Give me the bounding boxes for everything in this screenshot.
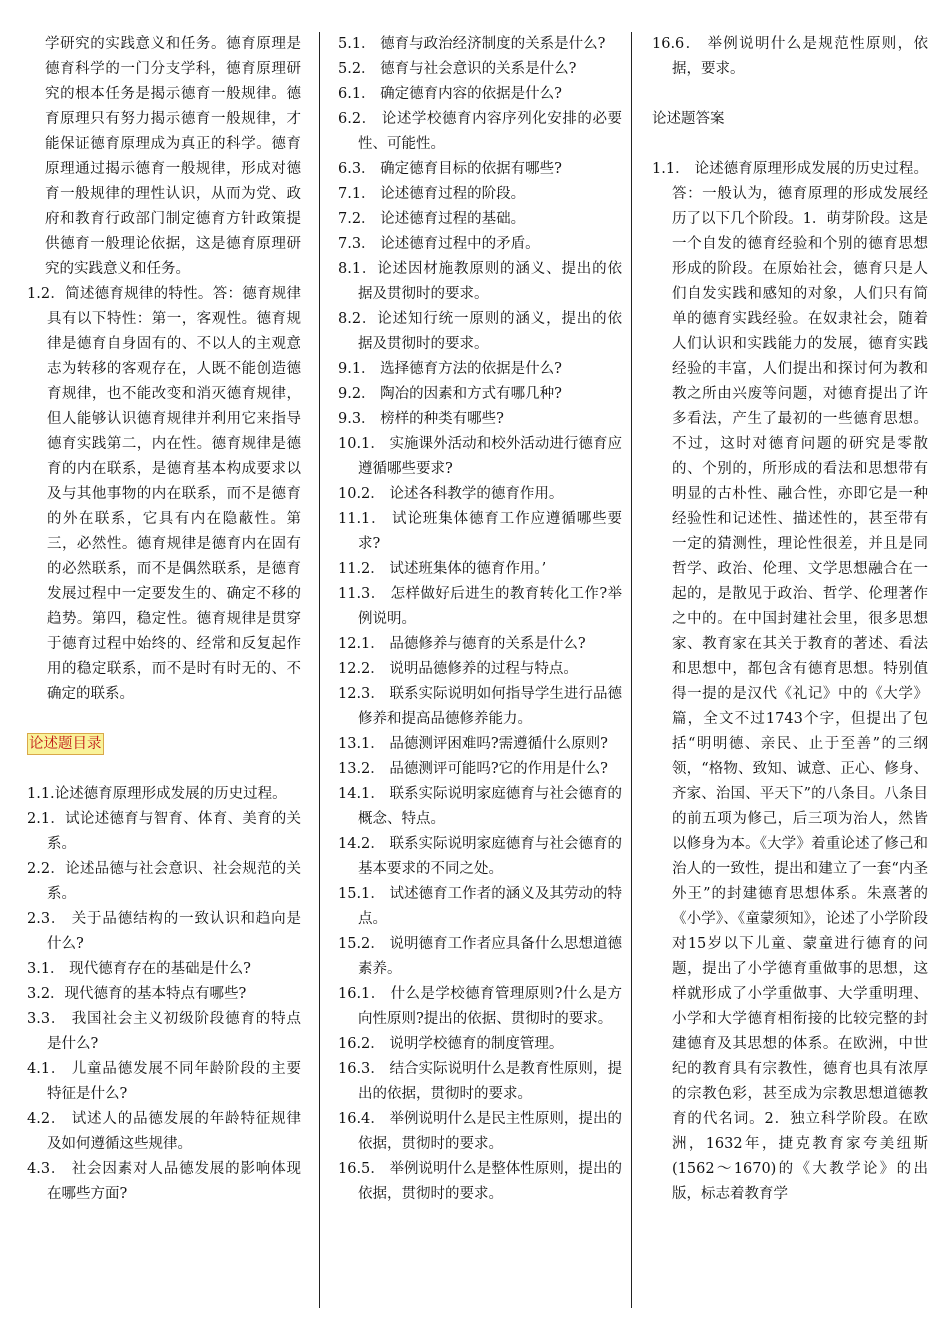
toc-item: 4.2． 试述人的品德发展的年龄特征规律及如何遵循这些规律。 [27, 1111, 301, 1152]
toc-item: 16.2． 说明学校德育的制度管理。 [338, 1036, 564, 1052]
toc-item: 1.1.论述德育原理形成发展的历史过程。 [27, 786, 287, 802]
toc-item: 2.1．试论述德育与智育、体育、美育的关系。 [27, 811, 301, 852]
column-divider-right [631, 32, 632, 1308]
column-left [27, 32, 301, 1207]
toc-item: 12.3． 联系实际说明如何指导学生进行品德修养和提高品德修养能力。 [338, 686, 622, 727]
toc-item: 9.3． 榜样的种类有哪些? [338, 411, 504, 427]
toc-item: 2.3． 关于品德结构的一致认识和趋向是什么? [27, 911, 301, 952]
toc-item: 15.2． 说明德育工作者应具备什么思想道德素养。 [338, 936, 622, 977]
column-middle [338, 32, 622, 1207]
toc-item: 12.2． 说明品德修养的过程与特点。 [338, 661, 578, 677]
toc-item: 2.2．论述品德与社会意识、社会规范的关系。 [27, 861, 301, 902]
column-right [652, 32, 928, 1207]
toc-title-highlight: 论述题目录 [27, 733, 104, 755]
toc-item: 11.2． 试述班集体的德育作用。’ [338, 561, 547, 577]
toc-item: 6.2． 论述学校德育内容序列化安排的必要性、可能性。 [338, 111, 622, 152]
toc-item: 16.6． 举例说明什么是规范性原则，依据，要求。 [652, 36, 928, 77]
toc-item: 5.2． 德育与社会意识的关系是什么? [338, 61, 577, 77]
toc-item: 11.1． 试论班集体德育工作应遵循哪些要求? [338, 511, 622, 552]
intro-paragraph: 学研究的实践意义和任务。德育原理是德育科学的一门分支学科，德育原理研究的根本任务是揭示德育一般规律。德育原理只有努力揭示德育一般规律，才能保证德育原理成为真正的科学。德育原理通过揭示德育一般规律，形成对德育一般规律的理性认识，从而为党、政府和教育行政部门制定德育方针政策提供德育一般理论依据，这是德育原理研究的实践意义和任务。 [45, 36, 301, 277]
column-divider-left [319, 32, 320, 1308]
toc-item: 13.1． 品德测评困难吗?需遵循什么原则? [338, 736, 608, 752]
toc-item: 7.2． 论述德育过程的基础。 [338, 211, 526, 227]
toc-item: 6.3． 确定德育目标的依据有哪些? [338, 161, 562, 177]
toc-heading [27, 732, 301, 757]
toc-item: 16.5． 举例说明什么是整体性原则，提出的依据，贯彻时的要求。 [338, 1161, 622, 1202]
toc-item: 3.3． 我国社会主义初级阶段德育的特点是什么? [27, 1011, 301, 1052]
toc-item: 13.2． 品德测评可能吗?它的作用是什么? [338, 761, 608, 777]
toc-item: 4.1． 儿童品德发展不同年龄阶段的主要特征是什么? [27, 1061, 301, 1102]
answer-1-1: 1.1． 论述德育原理形成发展的历史过程。答：一般认为，德育原理的形成发展经历了以下几个阶段。1．萌芽阶段。这是一个自发的德育经验和个别的德育思想形成的阶段。在原始社会，德育只是人们自发实践和感知的对象，人们只有简单的德育实践经验。在奴隶社会，随着人们认识和实践能力的发展，德育实践经验的丰富，人们提出和探讨何为教和教之所由兴废等问题，对德育提出了许多看法，产生了最初的一些德育思想。不过，这时对德育问题的研究是零散的、个别的，所形成的看法和思想带有明显的古朴性、融合性，亦即它是一种经验性和记述性、描述性的，甚至带有一定的猜测性，理论性很差，并且是同哲学、政治、伦理、文学思想融合在一起的，是散见于政治、哲学、伦理著作之中的。在中国封建社会里，很多思想家、教育家在其关于教育的著述、看法和思想中，都包含有德育思想。特别值得一提的是汉代《礼记》中的《大学》篇，全文不过1743个字，但提出了包括“明明德、亲民、止于至善”的三纲领，“格物、致知、诚意、正心、修身、齐家、治国、平天下”的八条目。八条目的前五项为修己，后三项为治人，然皆以修身为本。《大学》着重论述了修己和治人的一致性，提出和建立了一套“内圣外王”的封建德育思想体系。朱熹著的《小学》、《童蒙须知》，论述了小学阶段对15岁以下儿童、蒙童进行德育的问题，提出了小学德育重做事的思想，这样就形成了小学重做事、大学重明理、小学和大学德育相衔接的比较完整的封建德育及其思想的体系。在欧洲，中世纪的教育具有宗教性，德育也具有浓厚的宗教色彩，甚至成为宗教思想道德教育的代名词。2．独立科学阶段。在欧洲，1632年，捷克教育家夸美纽斯(1562～1670)的《大教学论》的出版，标志着教育学 [652, 161, 928, 1202]
toc-item: 4.3． 社会因素对人品德发展的影响体现在哪些方面? [27, 1161, 301, 1202]
toc-item: 12.1． 品德修养与德育的关系是什么? [338, 636, 586, 652]
toc-item: 7.3． 论述德育过程中的矛盾。 [338, 236, 540, 252]
toc-item: 16.3． 结合实际说明什么是教育性原则，提出的依据，贯彻时的要求。 [338, 1061, 622, 1102]
toc-item: 3.1． 现代德育存在的基础是什么? [27, 961, 251, 977]
toc-item: 15.1． 试述德育工作者的涵义及其劳动的特点。 [338, 886, 622, 927]
toc-item: 8.1．论述因材施教原则的涵义、提出的依据及贯彻时的要求。 [338, 261, 622, 302]
toc-item: 10.1． 实施课外活动和校外活动进行德育应遵循哪些要求? [338, 436, 622, 477]
toc-item: 11.3． 怎样做好后进生的教育转化工作?举例说明。 [338, 586, 622, 627]
toc-item: 8.2．论述知行统一原则的涵义，提出的依据及贯彻时的要求。 [338, 311, 622, 352]
toc-item: 16.4． 举例说明什么是民主性原则，提出的依据，贯彻时的要求。 [338, 1111, 622, 1152]
toc-item: 9.2． 陶冶的因素和方式有哪几种? [338, 386, 562, 402]
toc-item: 5.1． 德育与政治经济制度的关系是什么? [338, 36, 606, 52]
toc-item: 14.2． 联系实际说明家庭德育与社会德育的基本要求的不同之处。 [338, 836, 622, 877]
toc-item: 9.1． 选择德育方法的依据是什么? [338, 361, 562, 377]
toc-item: 14.1． 联系实际说明家庭德育与社会德育的概念、特点。 [338, 786, 622, 827]
toc-item: 10.2． 论述各科教学的德育作用。 [338, 486, 564, 502]
answer-1-2: 1.2．简述德育规律的特性。答：德育规律具有以下特性：第一，客观性。德育规律是德育自身固有的、不以人的主观意志为转移的客观存在，人既不能创造德育规律，也不能改变和消灭德育规律，但人能够认识德育规律并利用它来指导德育实践第二，内在性。德育规律是德育的内在联系，是德育基本构成要求以及与其他事物的内在联系，而不是德育的外在联系，它具有内在隐蔽性。第三，必然性。德育规律是德育内在固有的必然联系，而不是偶然联系，是德育发展过程中一定要发生的、确定不移的趋势。第四，稳定性。德育规律是贯穿于德育过程中始终的、经常和反复起作用的稳定联系，而不是时有时无的、不确定的联系。 [27, 286, 301, 702]
toc-item: 7.1． 论述德育过程的阶段。 [338, 186, 526, 202]
toc-item: 16.1． 什么是学校德育管理原则?什么是方向性原则?提出的依据、贯彻时的要求。 [338, 986, 622, 1027]
toc-item: 6.1． 确定德育内容的依据是什么? [338, 86, 562, 102]
answers-heading: 论述题答案 [652, 111, 725, 127]
toc-item: 3.2．现代德育的基本特点有哪些? [27, 986, 247, 1002]
